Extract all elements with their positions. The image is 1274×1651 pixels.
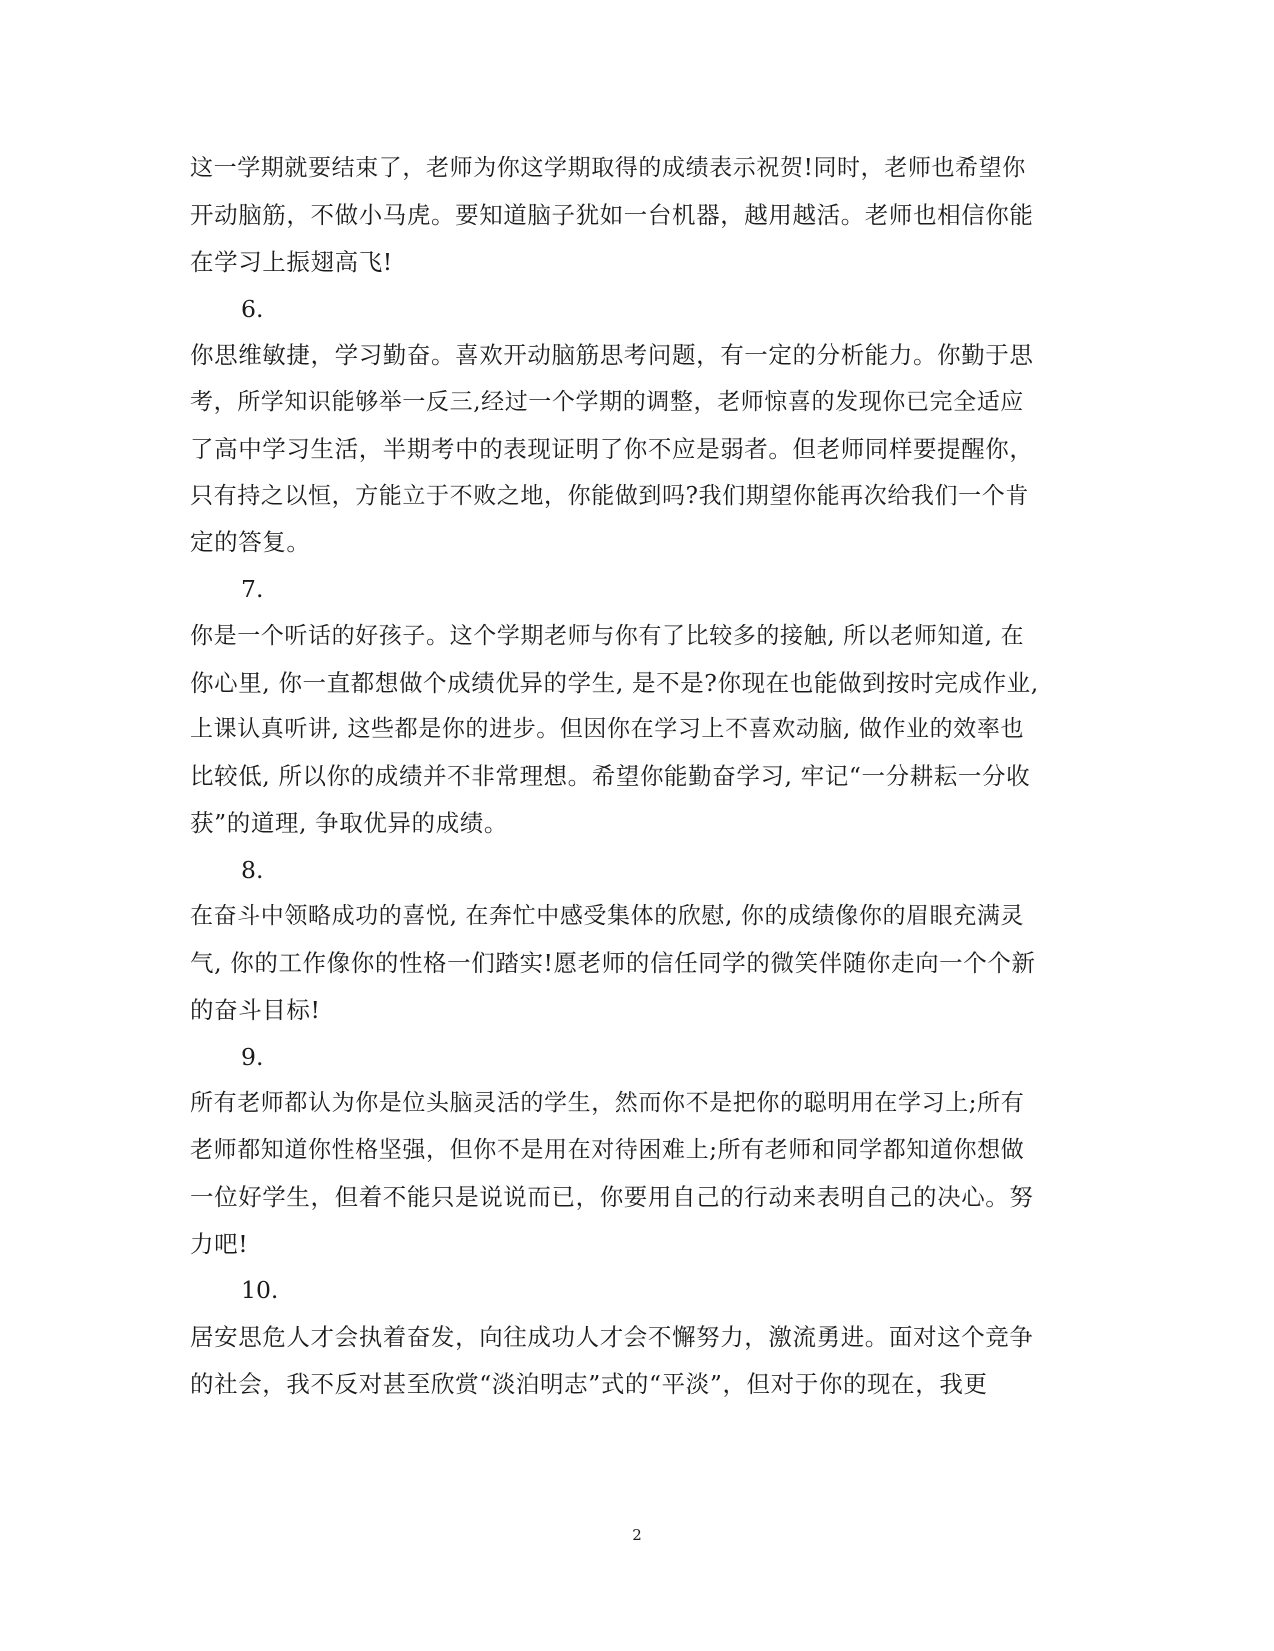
- text-line: 气, 你的工作像你的性格一们踏实!愿老师的信任同学的微笑伴随你走向一个个新: [190, 949, 1036, 977]
- text-line: 的奋斗目标!: [190, 996, 321, 1024]
- text-line: 你是一个听话的好孩子。这个学期老师与你有了比较多的接触, 所以老师知道, 在: [190, 623, 1025, 649]
- text-line: 只有持之以恒，方能立于不败之地，你能做到吗?我们期望你能再次给我们一个肯: [190, 483, 1029, 509]
- text-line: 在学习上振翅高飞!: [190, 248, 393, 276]
- text-line: 居安思危人才会执着奋发，向往成功人才会不懈努力，激流勇进。面对这个竞争: [190, 1323, 1034, 1351]
- text-line: 考，所学知识能够举一反三,经过一个学期的调整，老师惊喜的发现你已完全适应: [190, 389, 1024, 415]
- text-line: 定的答复。: [190, 528, 311, 556]
- text-line: 你心里, 你一直都想做个成绩优异的学生, 是不是?你现在也能做到按时完成作业,: [190, 669, 1039, 697]
- text-line: 老师都知道你性格坚强，但你不是用在对待困难上;所有老师和同学都知道你想做: [190, 1137, 1025, 1163]
- item-number: 9.: [241, 1043, 264, 1071]
- item-number: 8.: [241, 856, 264, 884]
- text-line: 上课认真听讲, 这些都是你的进步。但因你在学习上不喜欢动脑, 做作业的效率也: [190, 716, 1025, 742]
- text-line: 力吧!: [190, 1230, 249, 1258]
- text-line: 一位好学生，但着不能只是说说而已，你要用自己的行动来表明自己的决心。努: [190, 1183, 1034, 1211]
- text-line: 比较低, 所以你的成绩并不非常理想。希望你能勤奋学习, 牢记“一分耕耘一分收: [190, 762, 1031, 790]
- text-line: 开动脑筋，不做小马虎。要知道脑子犹如一台机器，越用越活。老师也相信你能: [190, 201, 1034, 229]
- text-line: 所有老师都认为你是位头脑灵活的学生，然而你不是把你的聪明用在学习上;所有: [190, 1090, 1025, 1116]
- text-line: 获”的道理, 争取优异的成绩。: [190, 809, 508, 837]
- item-number: 10.: [241, 1276, 279, 1304]
- item-number: 6.: [241, 295, 264, 323]
- text-line: 在奋斗中领略成功的喜悦, 在奔忙中感受集体的欣慰, 你的成绩像你的眉眼充满灵: [190, 903, 1025, 929]
- text-line: 了高中学习生活，半期考中的表现证明了你不应是弱者。但老师同样要提醒你，: [190, 435, 1034, 463]
- text-line: 的社会，我不反对甚至欣赏“淡泊明志”式的“平淡”，但对于你的现在，我更: [190, 1370, 988, 1398]
- text-line: 你思维敏捷，学习勤奋。喜欢开动脑筋思考问题，有一定的分析能力。你勤于思: [190, 341, 1034, 369]
- text-line: 这一学期就要结束了，老师为你这学期取得的成绩表示祝贺!同时，老师也希望你: [190, 155, 1026, 181]
- page-number: 2: [632, 1526, 642, 1544]
- item-number: 7.: [241, 575, 264, 603]
